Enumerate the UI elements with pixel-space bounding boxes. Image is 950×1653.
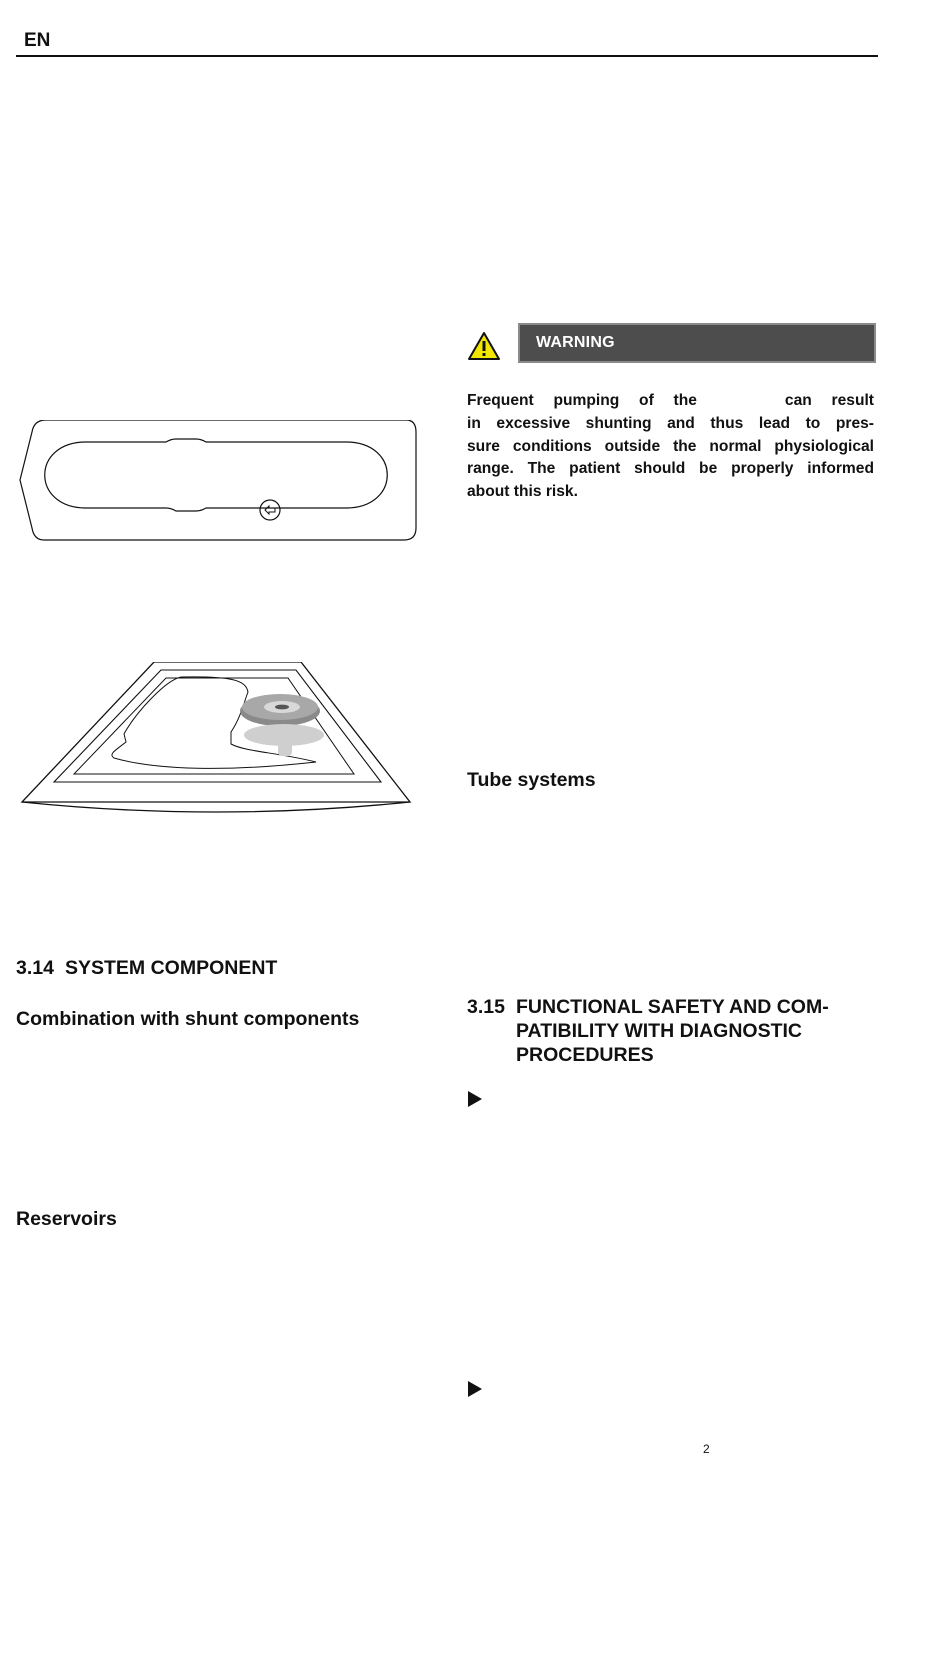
language-code: EN (24, 30, 51, 51)
section-heading-3-15 (467, 995, 887, 1067)
section-number: 3.15 (467, 996, 505, 1018)
warning-line: in excessive shunting and thus lead to pres- (467, 414, 874, 432)
warning-line-part: can result (784, 392, 874, 409)
subheading-reservoirs: Reservoirs (16, 1208, 117, 1230)
warning-line: range. The patient should be properly informed (467, 460, 874, 478)
header-divider (16, 55, 878, 57)
section-title-line: PATIBILITY WITH DIAGNOSTIC (516, 1020, 802, 1042)
reservoir-top-view-illustration (16, 420, 426, 560)
warning-line-part: Frequent pumping of the (467, 392, 697, 409)
bullet-arrow-icon (467, 1380, 483, 1398)
subheading-tube-systems: Tube systems (467, 769, 596, 791)
bullet-arrow-icon (467, 1090, 483, 1108)
section-title (516, 995, 887, 1067)
warning-line (467, 390, 874, 413)
section-title-line: PROCEDURES (516, 1044, 654, 1066)
warning-line: about this risk. (467, 483, 578, 501)
section-title: SYSTEM COMPONENT (65, 957, 278, 979)
warning-text (467, 390, 874, 504)
warning-triangle-icon (467, 331, 501, 361)
page-number: 2 (703, 1442, 710, 1456)
warning-label: WARNING (536, 334, 615, 351)
reservoir-perspective-illustration (16, 662, 426, 837)
section-heading-3-14 (16, 956, 277, 980)
subheading-combination: Combination with shunt components (16, 1008, 360, 1030)
warning-line: sure conditions outside the normal physiological (467, 437, 874, 455)
section-title-line: FUNCTIONAL SAFETY AND COM- (516, 996, 829, 1018)
section-number: 3.14 (16, 957, 54, 979)
warning-banner (518, 323, 876, 363)
